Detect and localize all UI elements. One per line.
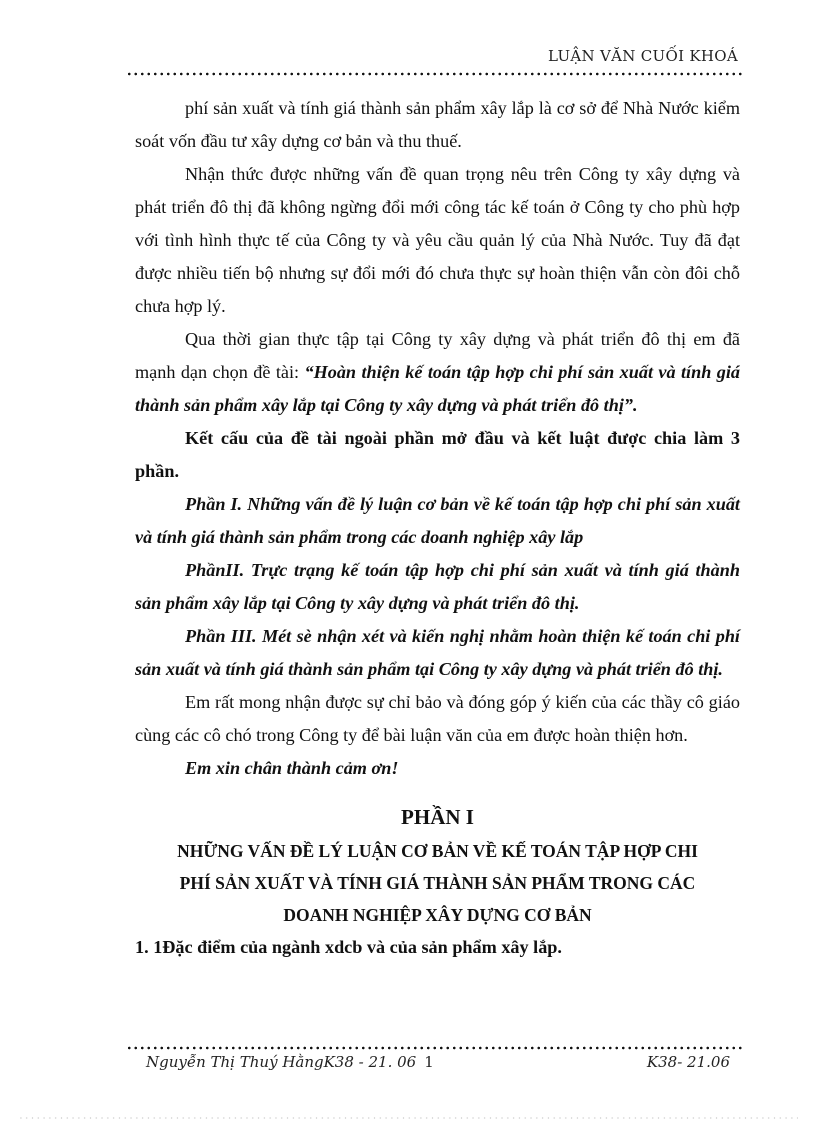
footer-author-text: Nguyễn Thị Thuý HằngK38 - 21. 06 bbox=[146, 1053, 417, 1071]
thesis-topic: “Hoàn thiện kế toán tập hợp chi phí sản xuất và tính giá thành sản phẩm xây lắp tại Công ty xây dựng và phát triển đô thị”. bbox=[135, 362, 740, 415]
thanks-line: Em xin chân thành cảm ơn! bbox=[185, 758, 399, 778]
part-subtitle-line-1: NHỮNG VẤN ĐỀ LÝ LUẬN CƠ BẢN VỀ KẾ TOÁN TẬP HỢP CHI bbox=[177, 841, 698, 861]
paragraph-4-structure: Kết cấu của đề tài ngoài phần mở đầu và kết luật được chia làm 3 phần. bbox=[135, 428, 740, 481]
part-subtitle-line-3: DOANH NGHIỆP XÂY DỰNG CƠ BẢN bbox=[283, 905, 592, 925]
part-2-summary: PhầnII. Trực trạng kế toán tập hợp chi phí sản xuất và tính giá thành sản phẩm xây lắp tại Công ty xây dựng và phát triển đô thị. bbox=[135, 560, 740, 613]
running-header-title: LUẬN VĂN CUỐI KHOÁ bbox=[548, 47, 738, 65]
page-edge-dotted-rule bbox=[18, 1117, 798, 1119]
paragraph-1: phí sản xuất và tính giá thành sản phẩm xây lắp là cơ sở để Nhà Nước kiểm soát vốn đầu tư xây dựng cơ bản và thu thuế. bbox=[135, 98, 740, 151]
page-body bbox=[135, 92, 740, 964]
footer-dotted-rule bbox=[126, 1046, 744, 1050]
page-number: 1 bbox=[424, 1053, 434, 1071]
section-heading: 1. 1Đặc điểm của ngành xdcb và của sản phẩm xây lắp. bbox=[135, 937, 562, 957]
paragraph-2: Nhận thức được những vấn đề quan trọng nêu trên Công ty xây dựng và phát triển đô thị đã không ngừng đổi mới công tác kế toán ở Công ty cho phù hợp với tình hình thực tế của Công ty và yêu cầu quản lý của Nhà Nước. Tuy đã đạt được nhiều tiến bộ nhưng sự đổi mới đó chưa thực sự hoàn thiện vẫn còn đôi chỗ chưa hợp lý. bbox=[135, 164, 740, 316]
part-heading: PHẦN I bbox=[401, 805, 474, 829]
paragraph-5: Em rất mong nhận được sự chỉ bảo và đóng góp ý kiến của các thầy cô giáo cùng các cô chó trong Công ty để bài luận văn của em được hoàn thiện hơn. bbox=[135, 692, 740, 745]
page-footer bbox=[140, 1053, 730, 1077]
paragraph-3 bbox=[135, 323, 740, 422]
part-3-summary: Phần III. Mét sè nhận xét và kiến nghị nhằm hoàn thiện kế toán chi phí sản xuất và tính giá thành sản phẩm tại Công ty xây dựng và phát triển đô thị. bbox=[135, 626, 740, 679]
part-subtitle bbox=[135, 835, 740, 931]
footer-author bbox=[146, 1053, 434, 1071]
header-dotted-rule bbox=[126, 72, 744, 76]
part-1-summary: Phần I. Những vấn đề lý luận cơ bản về kế toán tập hợp chi phí sản xuất và tính giá thành sản phẩm trong các doanh nghiệp xây lắp bbox=[135, 494, 740, 547]
paragraph-3-lead: Qua thời gian thực tập tại Công ty xây dựng và phát triển đô thị em đã mạnh dạn chọn đề tài: bbox=[135, 329, 740, 382]
part-subtitle-line-2: PHÍ SẢN XUẤT VÀ TÍNH GIÁ THÀNH SẢN PHẨM TRONG CÁC bbox=[179, 873, 696, 893]
footer-class-code: K38- 21.06 bbox=[646, 1053, 730, 1071]
